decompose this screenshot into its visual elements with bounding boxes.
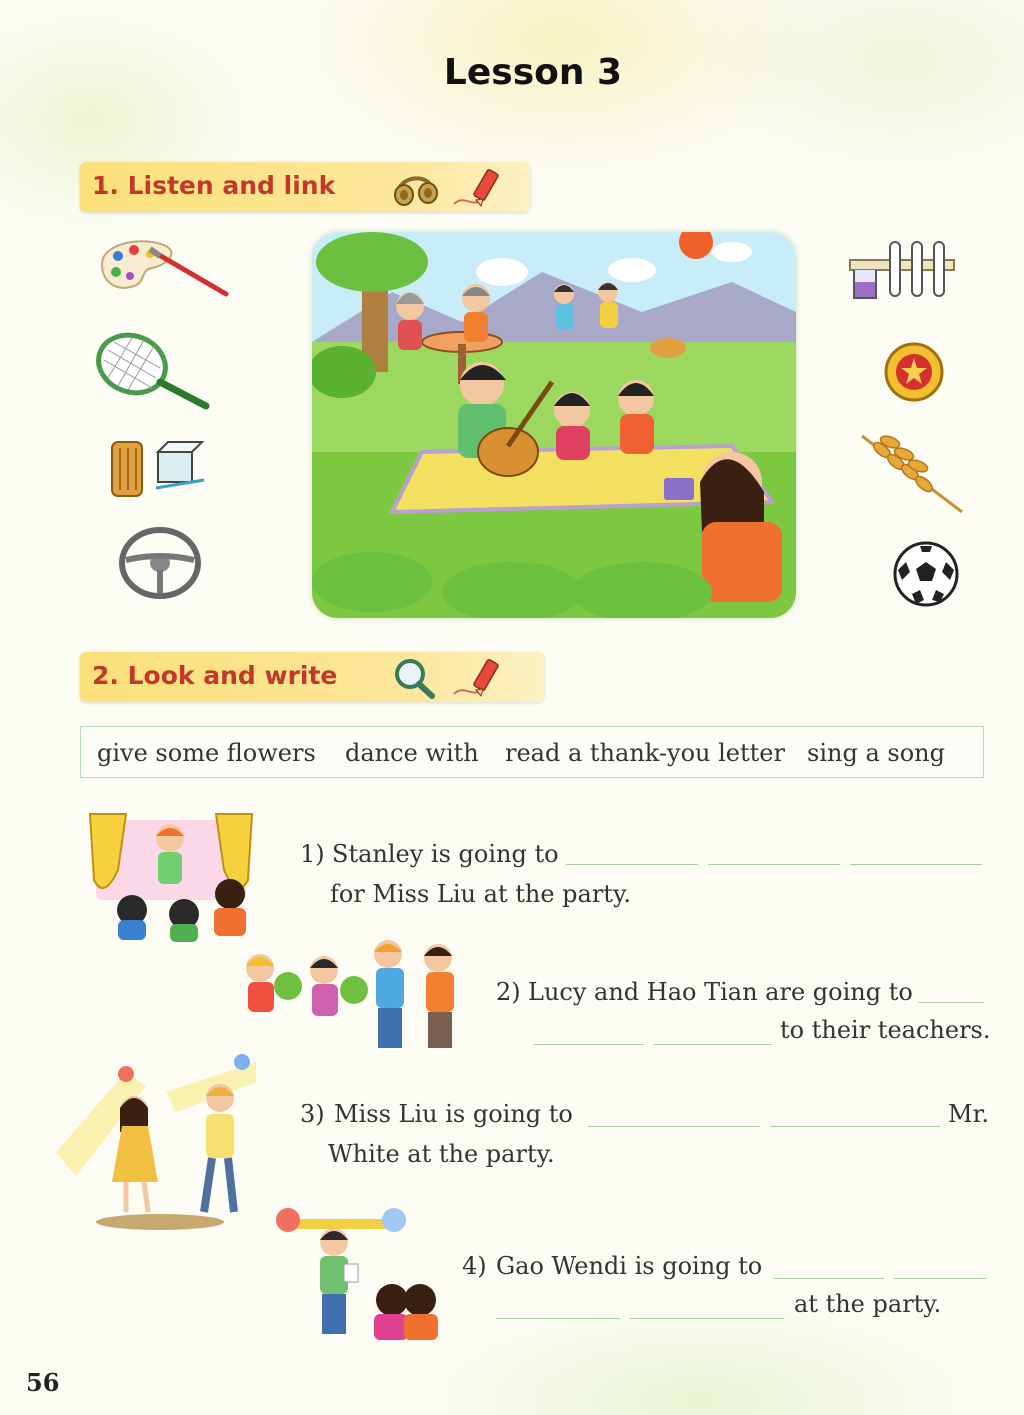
lesson-title: Lesson 3: [443, 52, 623, 93]
question-1-text: Stanley is going to: [332, 840, 559, 868]
question-1-blank[interactable]: [566, 864, 698, 865]
park-scene-illustration: [312, 232, 796, 618]
question-2-blank[interactable]: [654, 1044, 772, 1045]
question-4-blank[interactable]: [630, 1318, 784, 1319]
question-4-text-cont: at the party.: [794, 1290, 942, 1318]
question-4-number: 4): [462, 1252, 487, 1280]
magnifier-icon: [392, 656, 438, 700]
police-badge-icon[interactable]: [880, 340, 948, 404]
word-bank-item: read a thank-you letter: [505, 739, 785, 767]
page-number: 56: [26, 1368, 60, 1397]
question-2-number: 2): [496, 978, 521, 1006]
question-2-blank[interactable]: [918, 1002, 984, 1003]
question-3-text: Miss Liu is going to: [334, 1100, 573, 1128]
question-4-blank[interactable]: [774, 1278, 884, 1279]
question-2-text: Lucy and Hao Tian are going to: [528, 978, 913, 1006]
question-4-blank[interactable]: [894, 1278, 986, 1279]
palette-icon[interactable]: [94, 232, 234, 302]
question-3-number: 3): [300, 1100, 325, 1128]
question-4-text: Gao Wendi is going to: [496, 1252, 763, 1280]
section-1-label: 1. Listen and link: [92, 171, 336, 200]
question-1-text-cont: for Miss Liu at the party.: [330, 880, 631, 908]
question-4-blank[interactable]: [496, 1318, 620, 1319]
steering-wheel-icon[interactable]: [118, 526, 202, 600]
question-3-text-cont: White at the party.: [328, 1140, 555, 1168]
section-1-header: [80, 162, 530, 212]
question-3-text-end: Mr.: [948, 1100, 990, 1128]
soccer-ball-icon[interactable]: [890, 540, 962, 608]
word-bank-item: dance with: [345, 739, 479, 767]
test-tubes-icon[interactable]: [846, 236, 958, 302]
question-2-blank[interactable]: [534, 1044, 644, 1045]
word-bank-item: sing a song: [807, 739, 945, 767]
word-bank: [80, 726, 984, 778]
question-1-blank[interactable]: [850, 864, 982, 865]
pencil-icon: [450, 654, 510, 700]
question-1-blank[interactable]: [708, 864, 840, 865]
brush-and-paint-icon[interactable]: [108, 434, 208, 500]
pencil-icon: [450, 164, 510, 210]
section-2-header: [80, 652, 544, 702]
giving-flowers-illustration: [230, 940, 466, 1054]
stage-singing-illustration: [86, 810, 256, 942]
tennis-racket-icon[interactable]: [94, 330, 214, 414]
wheat-icon[interactable]: [852, 428, 968, 520]
section-2-label: 2. Look and write: [92, 661, 338, 690]
dancing-illustration: [56, 1052, 262, 1232]
question-3-blank[interactable]: [588, 1126, 760, 1127]
reading-letter-illustration: [274, 1206, 440, 1340]
question-3-blank[interactable]: [770, 1126, 940, 1127]
question-1-number: 1): [300, 840, 325, 868]
question-2-text-cont: to their teachers.: [780, 1016, 991, 1044]
word-bank-item: give some flowers: [97, 739, 316, 767]
headphones-icon: [390, 168, 440, 208]
